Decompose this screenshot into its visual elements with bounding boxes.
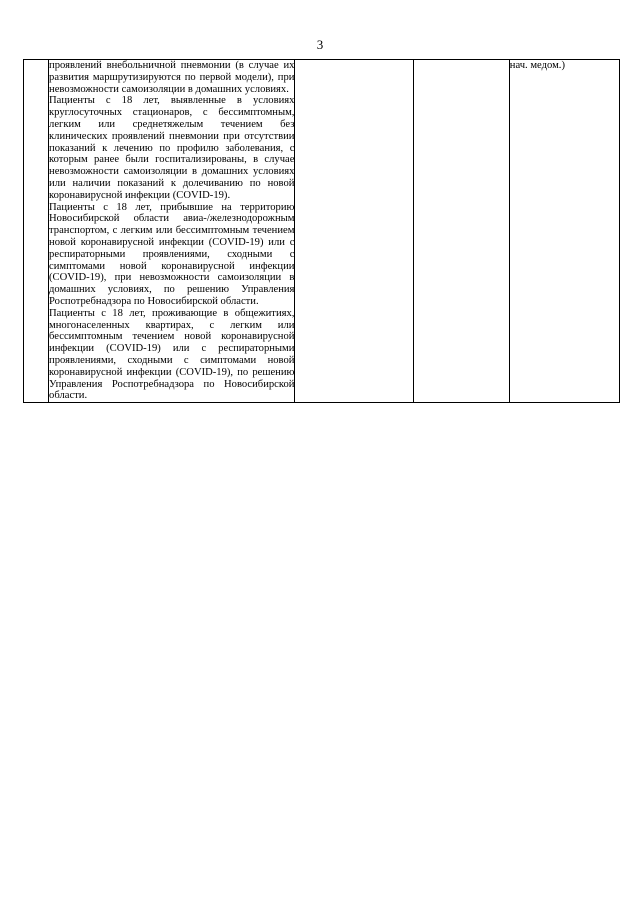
paragraph-dormitory-patients: Пациенты с 18 лет, проживающие в общежитиях, многонаселенных квартирах, с легким или бессимптомным течением новой коронавирусной инфекции (COVID-19) или с респираторными проявлениями, сходными с симптомами новой коронавирусной инфекции (COVID-19), по решению Управления Роспотребнадзора по Новосибирской области.	[49, 307, 295, 402]
paragraph-hospital-patients: Пациенты с 18 лет, выявленные в условиях круглосуточных стационаров, с бессимптомным, легким или среднетяжелым течением без клинических проявлений пневмонии при отсутствии показаний к лечению по профилю заболевания, с которым ранее были госпитализированы, в случае невозможности самоизоляции в домашних условиях или наличии показаний к долечиванию по новой коронавирусной инфекции (COVID-19).	[49, 95, 295, 201]
cell-number	[24, 60, 49, 403]
document-table	[23, 59, 620, 403]
cell-empty-4	[413, 60, 509, 403]
table-row	[24, 60, 620, 403]
cell-empty-3	[295, 60, 413, 403]
cell-responsible: нач. медом.)	[509, 60, 619, 403]
page-number: 3	[316, 37, 324, 52]
cell-patient-categories	[49, 60, 295, 403]
paragraph-arrived-patients: Пациенты с 18 лет, прибывшие на территорию Новосибирской области авиа-/железнодорожным транспортом, с легким или бессимптомным течением новой коронавирусной инфекции (COVID-19) или с респираторными проявлениями, сходными с симптомами новой коронавирусной инфекции (COVID-19), при невозможности самоизоляции в домашних условиях, по решению Управления Роспотребнадзора по Новосибирской области.	[49, 201, 295, 307]
paragraph-continuation: проявлений внебольничной пневмонии (в случае их развития маршрутизируются по первой модели), при невозможности самоизоляции в домашних условиях.	[49, 60, 295, 95]
